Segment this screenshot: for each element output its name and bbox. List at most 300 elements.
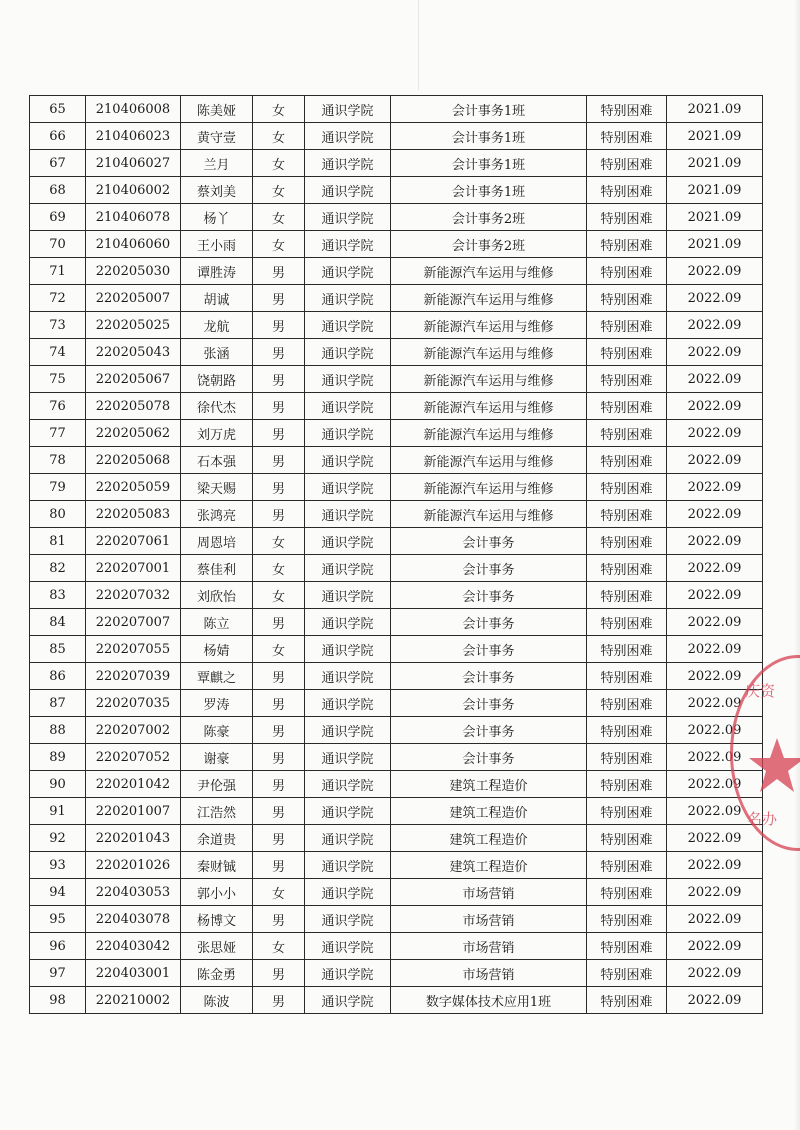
student-name-cell: 陈金勇 — [181, 960, 253, 987]
class-name-cell: 新能源汽车运用与维修 — [391, 366, 587, 393]
student-name-cell: 刘欣怡 — [181, 582, 253, 609]
gender-cell: 男 — [253, 285, 305, 312]
gender-cell: 男 — [253, 906, 305, 933]
student-name-cell: 梁天赐 — [181, 474, 253, 501]
gender-cell: 女 — [253, 879, 305, 906]
student-id-cell: 220207039 — [86, 663, 181, 690]
difficulty-level-cell: 特别困难 — [587, 636, 667, 663]
enrollment-date-cell: 2022.09 — [667, 528, 763, 555]
enrollment-date-cell: 2022.09 — [667, 636, 763, 663]
student-name-cell: 张涵 — [181, 339, 253, 366]
table-row — [30, 150, 763, 177]
student-name-cell: 杨丫 — [181, 204, 253, 231]
college-cell: 通识学院 — [305, 96, 391, 123]
enrollment-date-cell: 2022.09 — [667, 906, 763, 933]
table-row — [30, 555, 763, 582]
student-id-cell: 220207035 — [86, 690, 181, 717]
student-id-cell: 210406002 — [86, 177, 181, 204]
class-name-cell: 会计事务 — [391, 528, 587, 555]
gender-cell: 男 — [253, 366, 305, 393]
difficulty-level-cell: 特别困难 — [587, 852, 667, 879]
class-name-cell: 会计事务2班 — [391, 231, 587, 258]
row-number-cell: 98 — [30, 987, 86, 1014]
college-cell: 通识学院 — [305, 906, 391, 933]
college-cell: 通识学院 — [305, 447, 391, 474]
row-number-cell: 67 — [30, 150, 86, 177]
college-cell: 通识学院 — [305, 393, 391, 420]
enrollment-date-cell: 2022.09 — [667, 960, 763, 987]
student-name-cell: 张鸿亮 — [181, 501, 253, 528]
student-id-cell: 220205068 — [86, 447, 181, 474]
enrollment-date-cell: 2021.09 — [667, 123, 763, 150]
student-name-cell: 陈豪 — [181, 717, 253, 744]
difficulty-level-cell: 特别困难 — [587, 447, 667, 474]
student-id-cell: 220205007 — [86, 285, 181, 312]
enrollment-date-cell: 2022.09 — [667, 393, 763, 420]
table-row — [30, 717, 763, 744]
enrollment-date-cell: 2021.09 — [667, 150, 763, 177]
student-name-cell: 郭小小 — [181, 879, 253, 906]
student-name-cell: 谭胜涛 — [181, 258, 253, 285]
student-name-cell: 石本强 — [181, 447, 253, 474]
table-row — [30, 474, 763, 501]
college-cell: 通识学院 — [305, 177, 391, 204]
enrollment-date-cell: 2022.09 — [667, 717, 763, 744]
class-name-cell: 建筑工程造价 — [391, 825, 587, 852]
student-name-cell: 周恩培 — [181, 528, 253, 555]
gender-cell: 男 — [253, 420, 305, 447]
college-cell: 通识学院 — [305, 879, 391, 906]
class-name-cell: 新能源汽车运用与维修 — [391, 501, 587, 528]
row-number-cell: 73 — [30, 312, 86, 339]
student-id-cell: 220201007 — [86, 798, 181, 825]
student-name-cell: 胡诚 — [181, 285, 253, 312]
difficulty-level-cell: 特别困难 — [587, 663, 667, 690]
table-row — [30, 231, 763, 258]
class-name-cell: 建筑工程造价 — [391, 771, 587, 798]
row-number-cell: 75 — [30, 366, 86, 393]
student-id-cell: 220205043 — [86, 339, 181, 366]
row-number-cell: 92 — [30, 825, 86, 852]
gender-cell: 女 — [253, 231, 305, 258]
college-cell: 通识学院 — [305, 339, 391, 366]
student-id-cell: 210406023 — [86, 123, 181, 150]
table-row — [30, 96, 763, 123]
enrollment-date-cell: 2022.09 — [667, 987, 763, 1014]
gender-cell: 男 — [253, 609, 305, 636]
row-number-cell: 84 — [30, 609, 86, 636]
student-id-cell: 220201042 — [86, 771, 181, 798]
table-row — [30, 906, 763, 933]
enrollment-date-cell: 2021.09 — [667, 231, 763, 258]
row-number-cell: 80 — [30, 501, 86, 528]
gender-cell: 男 — [253, 501, 305, 528]
row-number-cell: 70 — [30, 231, 86, 258]
enrollment-date-cell: 2022.09 — [667, 420, 763, 447]
class-name-cell: 新能源汽车运用与维修 — [391, 447, 587, 474]
gender-cell: 男 — [253, 798, 305, 825]
table-row — [30, 798, 763, 825]
row-number-cell: 97 — [30, 960, 86, 987]
row-number-cell: 74 — [30, 339, 86, 366]
college-cell: 通识学院 — [305, 636, 391, 663]
student-name-cell: 杨博文 — [181, 906, 253, 933]
enrollment-date-cell: 2022.09 — [667, 744, 763, 771]
class-name-cell: 会计事务1班 — [391, 96, 587, 123]
enrollment-date-cell: 2022.09 — [667, 366, 763, 393]
difficulty-level-cell: 特别困难 — [587, 366, 667, 393]
class-name-cell: 新能源汽车运用与维修 — [391, 393, 587, 420]
table-row — [30, 339, 763, 366]
gender-cell: 女 — [253, 204, 305, 231]
college-cell: 通识学院 — [305, 474, 391, 501]
student-name-cell: 陈波 — [181, 987, 253, 1014]
table-row — [30, 528, 763, 555]
table-row — [30, 123, 763, 150]
student-name-cell: 谢豪 — [181, 744, 253, 771]
difficulty-level-cell: 特别困难 — [587, 717, 667, 744]
college-cell: 通识学院 — [305, 987, 391, 1014]
row-number-cell: 71 — [30, 258, 86, 285]
enrollment-date-cell: 2022.09 — [667, 663, 763, 690]
gender-cell: 女 — [253, 123, 305, 150]
student-id-cell: 210406027 — [86, 150, 181, 177]
row-number-cell: 83 — [30, 582, 86, 609]
gender-cell: 男 — [253, 744, 305, 771]
gender-cell: 男 — [253, 690, 305, 717]
enrollment-date-cell: 2022.09 — [667, 312, 763, 339]
gender-cell: 男 — [253, 258, 305, 285]
enrollment-date-cell: 2022.09 — [667, 798, 763, 825]
difficulty-level-cell: 特别困难 — [587, 987, 667, 1014]
student-id-cell: 220201026 — [86, 852, 181, 879]
enrollment-date-cell: 2022.09 — [667, 258, 763, 285]
difficulty-level-cell: 特别困难 — [587, 204, 667, 231]
student-name-cell: 刘万虎 — [181, 420, 253, 447]
difficulty-level-cell: 特别困难 — [587, 690, 667, 717]
student-name-cell: 覃麒之 — [181, 663, 253, 690]
gender-cell: 男 — [253, 852, 305, 879]
student-name-cell: 尹伦强 — [181, 771, 253, 798]
class-name-cell: 会计事务 — [391, 717, 587, 744]
student-name-cell: 饶朝路 — [181, 366, 253, 393]
row-number-cell: 88 — [30, 717, 86, 744]
student-id-cell: 220207007 — [86, 609, 181, 636]
gender-cell: 女 — [253, 933, 305, 960]
college-cell: 通识学院 — [305, 582, 391, 609]
college-cell: 通识学院 — [305, 123, 391, 150]
difficulty-level-cell: 特别困难 — [587, 798, 667, 825]
class-name-cell: 数字媒体技术应用1班 — [391, 987, 587, 1014]
gender-cell: 男 — [253, 987, 305, 1014]
college-cell: 通识学院 — [305, 231, 391, 258]
gender-cell: 男 — [253, 339, 305, 366]
student-id-cell: 220207055 — [86, 636, 181, 663]
student-id-cell: 220207032 — [86, 582, 181, 609]
student-id-cell: 220205025 — [86, 312, 181, 339]
college-cell: 通识学院 — [305, 204, 391, 231]
difficulty-level-cell: 特别困难 — [587, 339, 667, 366]
difficulty-level-cell: 特别困难 — [587, 879, 667, 906]
class-name-cell: 建筑工程造价 — [391, 798, 587, 825]
enrollment-date-cell: 2022.09 — [667, 582, 763, 609]
college-cell: 通识学院 — [305, 312, 391, 339]
class-name-cell: 会计事务 — [391, 663, 587, 690]
student-aid-table — [29, 95, 763, 1014]
student-id-cell: 220210002 — [86, 987, 181, 1014]
student-id-cell: 220201043 — [86, 825, 181, 852]
student-name-cell: 兰月 — [181, 150, 253, 177]
row-number-cell: 69 — [30, 204, 86, 231]
difficulty-level-cell: 特别困难 — [587, 258, 667, 285]
row-number-cell: 72 — [30, 285, 86, 312]
table-row — [30, 204, 763, 231]
seal-text-top: 庆资 — [745, 682, 776, 700]
class-name-cell: 会计事务1班 — [391, 150, 587, 177]
enrollment-date-cell: 2022.09 — [667, 825, 763, 852]
student-name-cell: 陈立 — [181, 609, 253, 636]
college-cell: 通识学院 — [305, 609, 391, 636]
difficulty-level-cell: 特别困难 — [587, 474, 667, 501]
row-number-cell: 96 — [30, 933, 86, 960]
row-number-cell: 76 — [30, 393, 86, 420]
row-number-cell: 82 — [30, 555, 86, 582]
row-number-cell: 68 — [30, 177, 86, 204]
student-id-cell: 220205067 — [86, 366, 181, 393]
student-id-cell: 220205030 — [86, 258, 181, 285]
student-id-cell: 220403078 — [86, 906, 181, 933]
class-name-cell: 建筑工程造价 — [391, 852, 587, 879]
class-name-cell: 新能源汽车运用与维修 — [391, 258, 587, 285]
college-cell: 通识学院 — [305, 258, 391, 285]
row-number-cell: 78 — [30, 447, 86, 474]
enrollment-date-cell: 2022.09 — [667, 339, 763, 366]
table-row — [30, 771, 763, 798]
scan-artifact-line — [418, 0, 419, 90]
table-row — [30, 879, 763, 906]
table-row — [30, 177, 763, 204]
class-name-cell: 会计事务 — [391, 609, 587, 636]
college-cell: 通识学院 — [305, 744, 391, 771]
student-name-cell: 蔡佳利 — [181, 555, 253, 582]
difficulty-level-cell: 特别困难 — [587, 501, 667, 528]
class-name-cell: 新能源汽车运用与维修 — [391, 420, 587, 447]
student-id-cell: 220207052 — [86, 744, 181, 771]
table-row — [30, 663, 763, 690]
student-id-cell: 220205059 — [86, 474, 181, 501]
class-name-cell: 市场营销 — [391, 960, 587, 987]
table-row — [30, 933, 763, 960]
class-name-cell: 会计事务 — [391, 690, 587, 717]
table-row — [30, 825, 763, 852]
college-cell: 通识学院 — [305, 852, 391, 879]
row-number-cell: 95 — [30, 906, 86, 933]
student-id-cell: 210406060 — [86, 231, 181, 258]
row-number-cell: 77 — [30, 420, 86, 447]
row-number-cell: 94 — [30, 879, 86, 906]
student-id-cell: 220207001 — [86, 555, 181, 582]
student-name-cell: 蔡刘美 — [181, 177, 253, 204]
table-row — [30, 366, 763, 393]
difficulty-level-cell: 特别困难 — [587, 420, 667, 447]
difficulty-level-cell: 特别困难 — [587, 96, 667, 123]
gender-cell: 男 — [253, 312, 305, 339]
student-name-cell: 罗涛 — [181, 690, 253, 717]
college-cell: 通识学院 — [305, 501, 391, 528]
college-cell: 通识学院 — [305, 771, 391, 798]
table-row — [30, 960, 763, 987]
gender-cell: 女 — [253, 582, 305, 609]
difficulty-level-cell: 特别困难 — [587, 285, 667, 312]
row-number-cell: 91 — [30, 798, 86, 825]
student-name-cell: 张思娅 — [181, 933, 253, 960]
class-name-cell: 会计事务 — [391, 636, 587, 663]
college-cell: 通识学院 — [305, 366, 391, 393]
row-number-cell: 89 — [30, 744, 86, 771]
class-name-cell: 会计事务1班 — [391, 177, 587, 204]
enrollment-date-cell: 2022.09 — [667, 852, 763, 879]
table-row — [30, 690, 763, 717]
student-id-cell: 220403001 — [86, 960, 181, 987]
class-name-cell: 会计事务 — [391, 744, 587, 771]
student-name-cell: 杨婧 — [181, 636, 253, 663]
difficulty-level-cell: 特别困难 — [587, 933, 667, 960]
student-name-cell: 秦财铖 — [181, 852, 253, 879]
student-id-cell: 220403053 — [86, 879, 181, 906]
class-name-cell: 新能源汽车运用与维修 — [391, 339, 587, 366]
row-number-cell: 90 — [30, 771, 86, 798]
gender-cell: 男 — [253, 717, 305, 744]
student-id-cell: 220207061 — [86, 528, 181, 555]
class-name-cell: 新能源汽车运用与维修 — [391, 474, 587, 501]
table-row — [30, 582, 763, 609]
student-id-cell: 220205062 — [86, 420, 181, 447]
college-cell: 通识学院 — [305, 717, 391, 744]
student-name-cell: 江浩然 — [181, 798, 253, 825]
table-row — [30, 987, 763, 1014]
college-cell: 通识学院 — [305, 798, 391, 825]
student-id-cell: 220205083 — [86, 501, 181, 528]
difficulty-level-cell: 特别困难 — [587, 771, 667, 798]
class-name-cell: 新能源汽车运用与维修 — [391, 312, 587, 339]
table-row — [30, 258, 763, 285]
student-id-cell: 210406008 — [86, 96, 181, 123]
row-number-cell: 87 — [30, 690, 86, 717]
seal-text-bottom: 名办 — [747, 810, 778, 828]
difficulty-level-cell: 特别困难 — [587, 528, 667, 555]
enrollment-date-cell: 2022.09 — [667, 771, 763, 798]
row-number-cell: 79 — [30, 474, 86, 501]
gender-cell: 女 — [253, 150, 305, 177]
college-cell: 通识学院 — [305, 420, 391, 447]
enrollment-date-cell: 2021.09 — [667, 204, 763, 231]
college-cell: 通识学院 — [305, 960, 391, 987]
gender-cell: 男 — [253, 825, 305, 852]
enrollment-date-cell: 2022.09 — [667, 879, 763, 906]
enrollment-date-cell: 2022.09 — [667, 501, 763, 528]
class-name-cell: 市场营销 — [391, 879, 587, 906]
difficulty-level-cell: 特别困难 — [587, 177, 667, 204]
enrollment-date-cell: 2022.09 — [667, 447, 763, 474]
difficulty-level-cell: 特别困难 — [587, 231, 667, 258]
college-cell: 通识学院 — [305, 690, 391, 717]
row-number-cell: 86 — [30, 663, 86, 690]
table-row — [30, 636, 763, 663]
row-number-cell: 81 — [30, 528, 86, 555]
enrollment-date-cell: 2021.09 — [667, 96, 763, 123]
table-row — [30, 501, 763, 528]
gender-cell: 男 — [253, 393, 305, 420]
difficulty-level-cell: 特别困难 — [587, 609, 667, 636]
class-name-cell: 会计事务 — [391, 582, 587, 609]
college-cell: 通识学院 — [305, 555, 391, 582]
class-name-cell: 市场营销 — [391, 906, 587, 933]
table-row — [30, 852, 763, 879]
enrollment-date-cell: 2022.09 — [667, 474, 763, 501]
table-row — [30, 393, 763, 420]
college-cell: 通识学院 — [305, 663, 391, 690]
enrollment-date-cell: 2022.09 — [667, 285, 763, 312]
class-name-cell: 市场营销 — [391, 933, 587, 960]
gender-cell: 女 — [253, 636, 305, 663]
class-name-cell: 会计事务 — [391, 555, 587, 582]
row-number-cell: 66 — [30, 123, 86, 150]
student-name-cell: 陈美娅 — [181, 96, 253, 123]
student-id-cell: 220403042 — [86, 933, 181, 960]
gender-cell: 男 — [253, 474, 305, 501]
gender-cell: 男 — [253, 447, 305, 474]
student-name-cell: 徐代杰 — [181, 393, 253, 420]
table-row — [30, 420, 763, 447]
row-number-cell: 65 — [30, 96, 86, 123]
class-name-cell: 会计事务1班 — [391, 123, 587, 150]
table-row — [30, 285, 763, 312]
gender-cell: 女 — [253, 555, 305, 582]
college-cell: 通识学院 — [305, 933, 391, 960]
difficulty-level-cell: 特别困难 — [587, 312, 667, 339]
student-name-cell: 王小雨 — [181, 231, 253, 258]
student-id-cell: 220207002 — [86, 717, 181, 744]
class-name-cell: 会计事务2班 — [391, 204, 587, 231]
enrollment-date-cell: 2022.09 — [667, 690, 763, 717]
difficulty-level-cell: 特别困难 — [587, 906, 667, 933]
difficulty-level-cell: 特别困难 — [587, 150, 667, 177]
gender-cell: 女 — [253, 177, 305, 204]
enrollment-date-cell: 2022.09 — [667, 933, 763, 960]
student-name-cell: 龙航 — [181, 312, 253, 339]
college-cell: 通识学院 — [305, 528, 391, 555]
table-row — [30, 447, 763, 474]
difficulty-level-cell: 特别困难 — [587, 960, 667, 987]
difficulty-level-cell: 特别困难 — [587, 744, 667, 771]
student-name-cell: 余道贵 — [181, 825, 253, 852]
page-edge-shadow — [794, 0, 800, 1130]
difficulty-level-cell: 特别困难 — [587, 393, 667, 420]
gender-cell: 男 — [253, 771, 305, 798]
enrollment-date-cell: 2022.09 — [667, 609, 763, 636]
difficulty-level-cell: 特别困难 — [587, 555, 667, 582]
table-row — [30, 744, 763, 771]
enrollment-date-cell: 2021.09 — [667, 177, 763, 204]
gender-cell: 女 — [253, 528, 305, 555]
gender-cell: 男 — [253, 663, 305, 690]
college-cell: 通识学院 — [305, 825, 391, 852]
row-number-cell: 93 — [30, 852, 86, 879]
student-name-cell: 黄守壹 — [181, 123, 253, 150]
difficulty-level-cell: 特别困难 — [587, 825, 667, 852]
table-row — [30, 312, 763, 339]
table-row — [30, 609, 763, 636]
